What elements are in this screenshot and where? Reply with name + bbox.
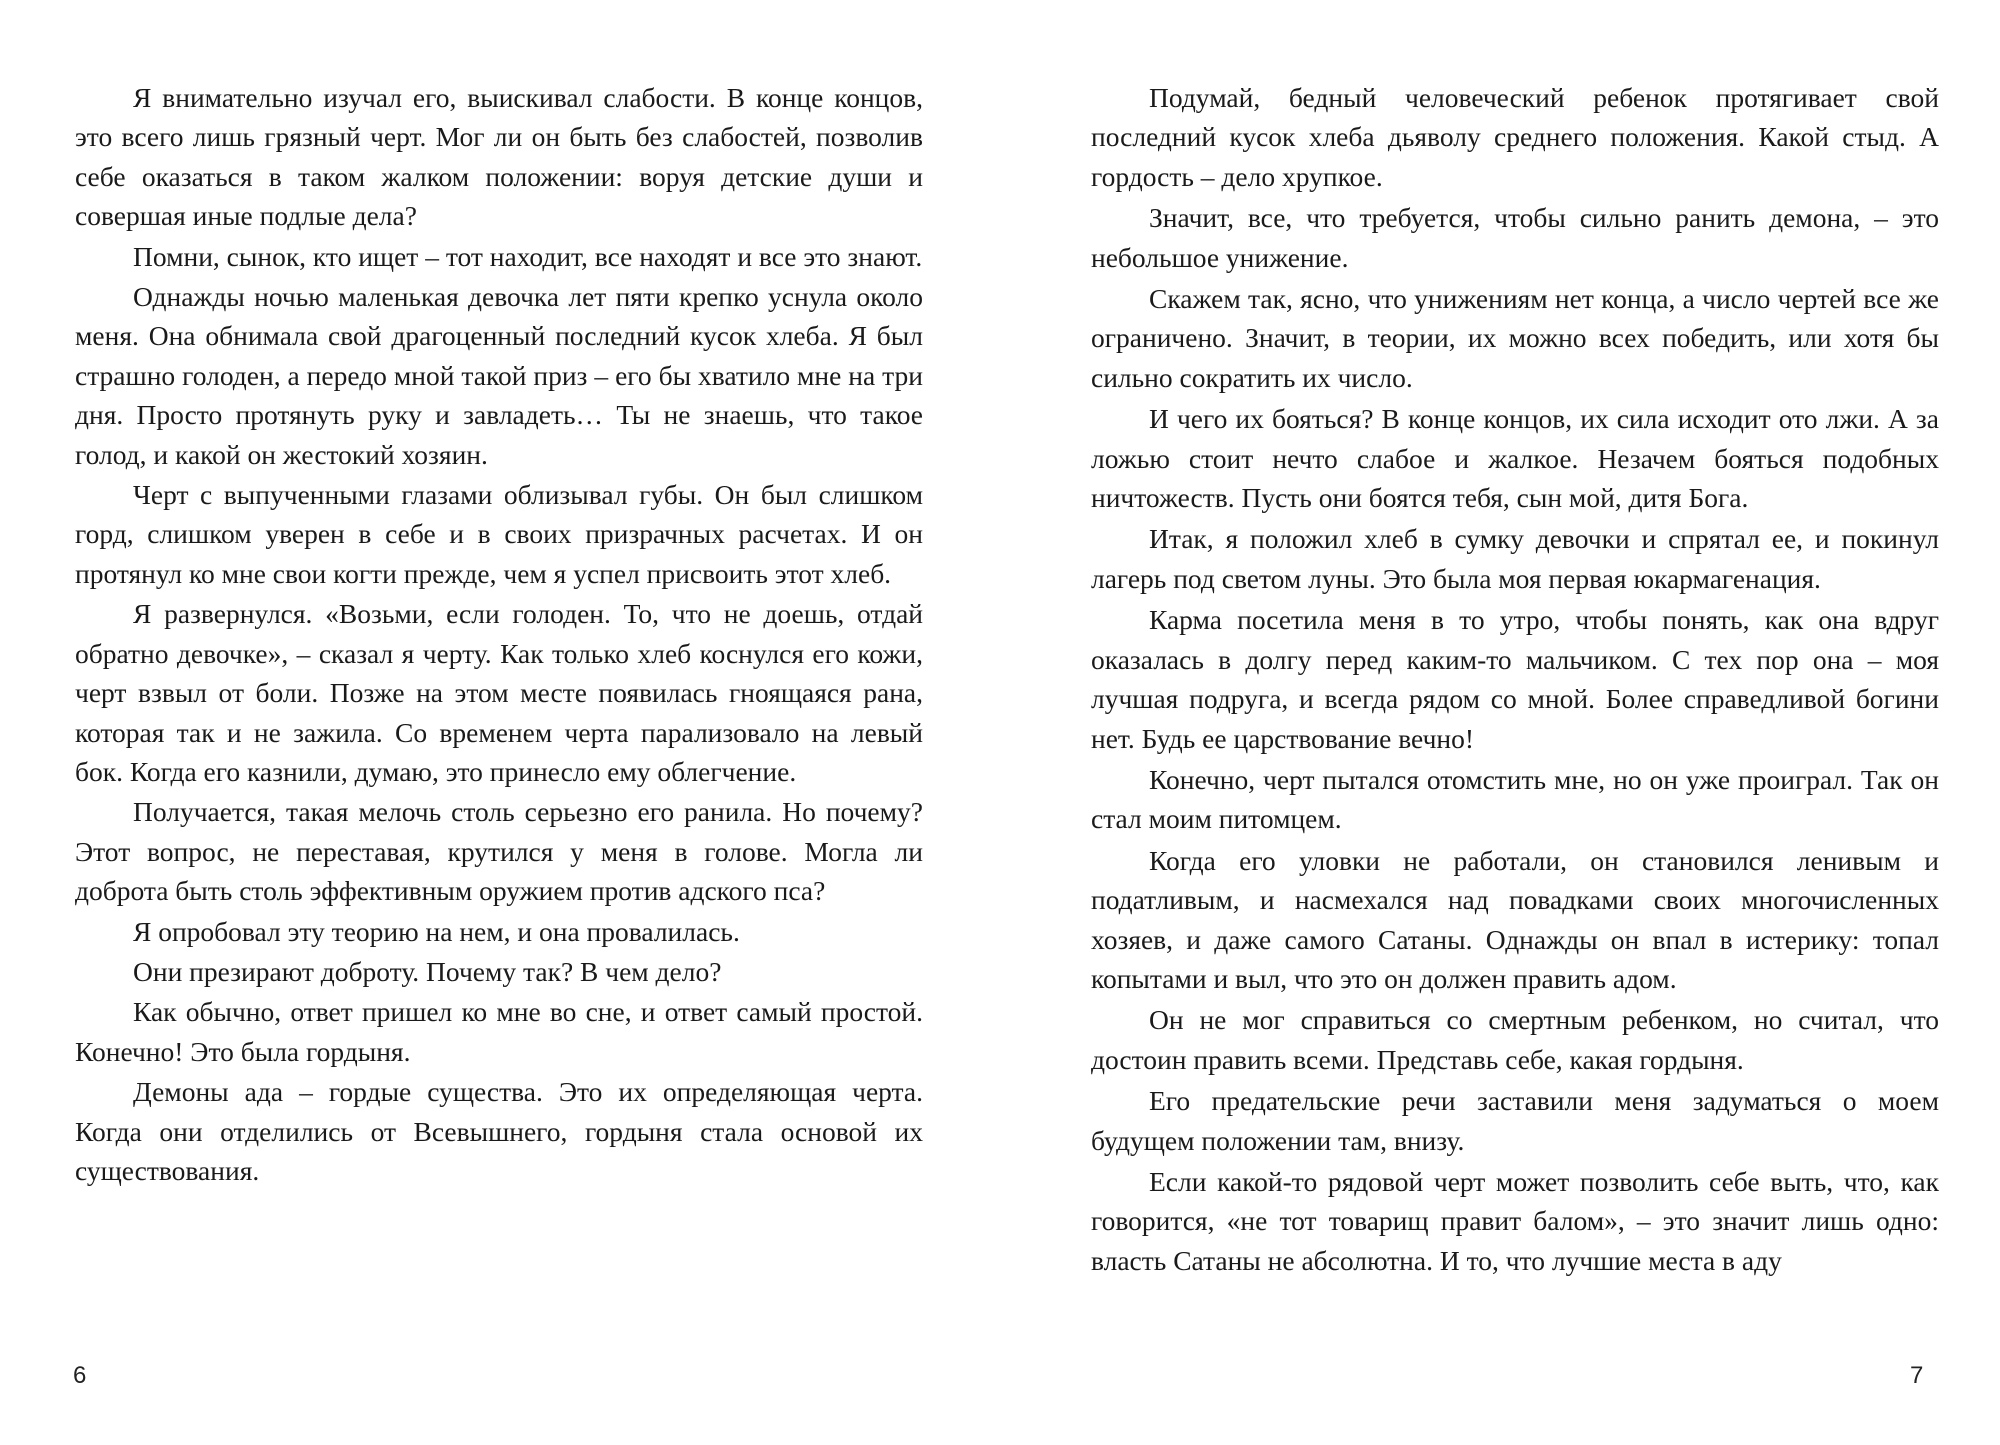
right-page bbox=[1091, 78, 1939, 1282]
paragraph: Они презирают доброту. Почему так? В чем дело? bbox=[133, 955, 722, 987]
paragraph: Конечно, черт пытался отомстить мне, но он уже проиграл. Так он стал моим питомцем. bbox=[1091, 763, 1939, 835]
paragraph: Помни, сынок, кто ищет – тот находит, все находят и все это знают. bbox=[133, 240, 923, 272]
paragraph: Подумай, бедный человеческий ребенок протягивает свой последний кусок хлеба дьяволу среднего положения. Какой стыд. А гордость – дело хрупкое. bbox=[1091, 82, 1939, 192]
paragraph: Как обычно, ответ пришел ко мне во сне, и ответ самый простой. Конечно! Это была гордыня. bbox=[75, 996, 923, 1067]
paragraph: Если какой-то рядовой черт может позволить себе выть, что, как говорится, «не тот товарищ правит балом», – это значит лишь одно: власть Сатаны не абсолютна. И то, что лучшие места в аду bbox=[1091, 1165, 1939, 1276]
paragraph: Скажем так, ясно, что унижениям нет конца, а число чертей все же ограничено. Значит, в теории, их можно всех победить, или хотя бы сильно сократить их число. bbox=[1091, 283, 1939, 393]
paragraph: Черт с выпученными глазами облизывал губы. Он был слишком горд, слишком уверен в себе и в своих призрачных расчетах. И он протянул ко мне свои когти прежде, чем я успел присвоить этот хлеб. bbox=[75, 479, 923, 589]
paragraph: Значит, все, что требуется, чтобы сильно ранить демона, – это небольшое унижение. bbox=[1091, 202, 1939, 273]
paragraph: Я опробовал эту теорию на нем, и она провалилась. bbox=[133, 915, 740, 947]
paragraph: Получается, такая мелочь столь серьезно его ранила. Но почему? Этот вопрос, не переставая, крутился у меня в голове. Могла ли доброта быть столь эффективным оружием против адского пса? bbox=[75, 796, 923, 907]
paragraph: Когда его уловки не работали, он становился ленивым и податливым, и насмехался над повадками своих многочисленных хозяев, и даже самого Сатаны. Однажды он впал в истерику: топал копытами и выл, что это он должен править адом. bbox=[1091, 844, 1939, 994]
paragraph: Я внимательно изучал его, выискивал слабости. В конце концов, это всего лишь грязный черт. Мог ли он быть без слабостей, позволив себе оказаться в таком жалком положении: воруя детские души и совершая иные подлые дела? bbox=[75, 82, 923, 232]
paragraph: Итак, я положил хлеб в сумку девочки и спрятал ее, и покинул лагерь под светом луны. Это была моя первая юкармагенация. bbox=[1091, 523, 1939, 594]
paragraph: Он не мог справиться со смертным ребенком, но считал, что достоин править всеми. Представь себе, какая гордыня. bbox=[1091, 1004, 1939, 1075]
paragraph: Я развернулся. «Возьми, если голоден. То, что не доешь, отдай обратно девочке», – сказал я черту. Как только хлеб коснулся его кожи, черт взвыл от боли. Позже на этом месте появилась гноящаяся рана, которая так и не зажила. Со временем черта парализовало на левый бок. Когда его казнили, думаю, это принесло ему облегчение. bbox=[75, 598, 923, 787]
paragraph: Демоны ада – гордые существа. Это их определяющая черта. Когда они отделились от Всевышнего, гордыня стала основой их существования. bbox=[75, 1076, 923, 1186]
page-number-left: 6 bbox=[73, 1362, 87, 1389]
page-number-right: 7 bbox=[1910, 1362, 1924, 1389]
left-page bbox=[75, 78, 923, 1191]
paragraph: Однажды ночью маленькая девочка лет пяти крепко уснула около меня. Она обнимала свой драгоценный последний кусок хлеба. Я был страшно голоден, а передо мной такой приз – его бы хватило мне на три дня. Просто протянуть руку и завладеть… Ты не знаешь, что такое голод, и какой он жестокий хозяин. bbox=[75, 281, 923, 470]
paragraph: Его предательские речи заставили меня задуматься о моем будущем положении там, внизу. bbox=[1091, 1085, 1939, 1156]
paragraph: Карма посетила меня в то утро, чтобы понять, как она вдруг оказалась в долгу перед каким-то мальчиком. С тех пор она – моя лучшая подруга, и всегда рядом со мной. Более справедливой богини нет. Будь ее царствование вечно! bbox=[1091, 604, 1939, 754]
paragraph: И чего их бояться? В конце концов, их сила исходит ото лжи. А за ложью стоит нечто слабое и жалкое. Незачем бояться подобных ничтожеств. Пусть они боятся тебя, сын мой, дитя Бога. bbox=[1091, 403, 1939, 514]
